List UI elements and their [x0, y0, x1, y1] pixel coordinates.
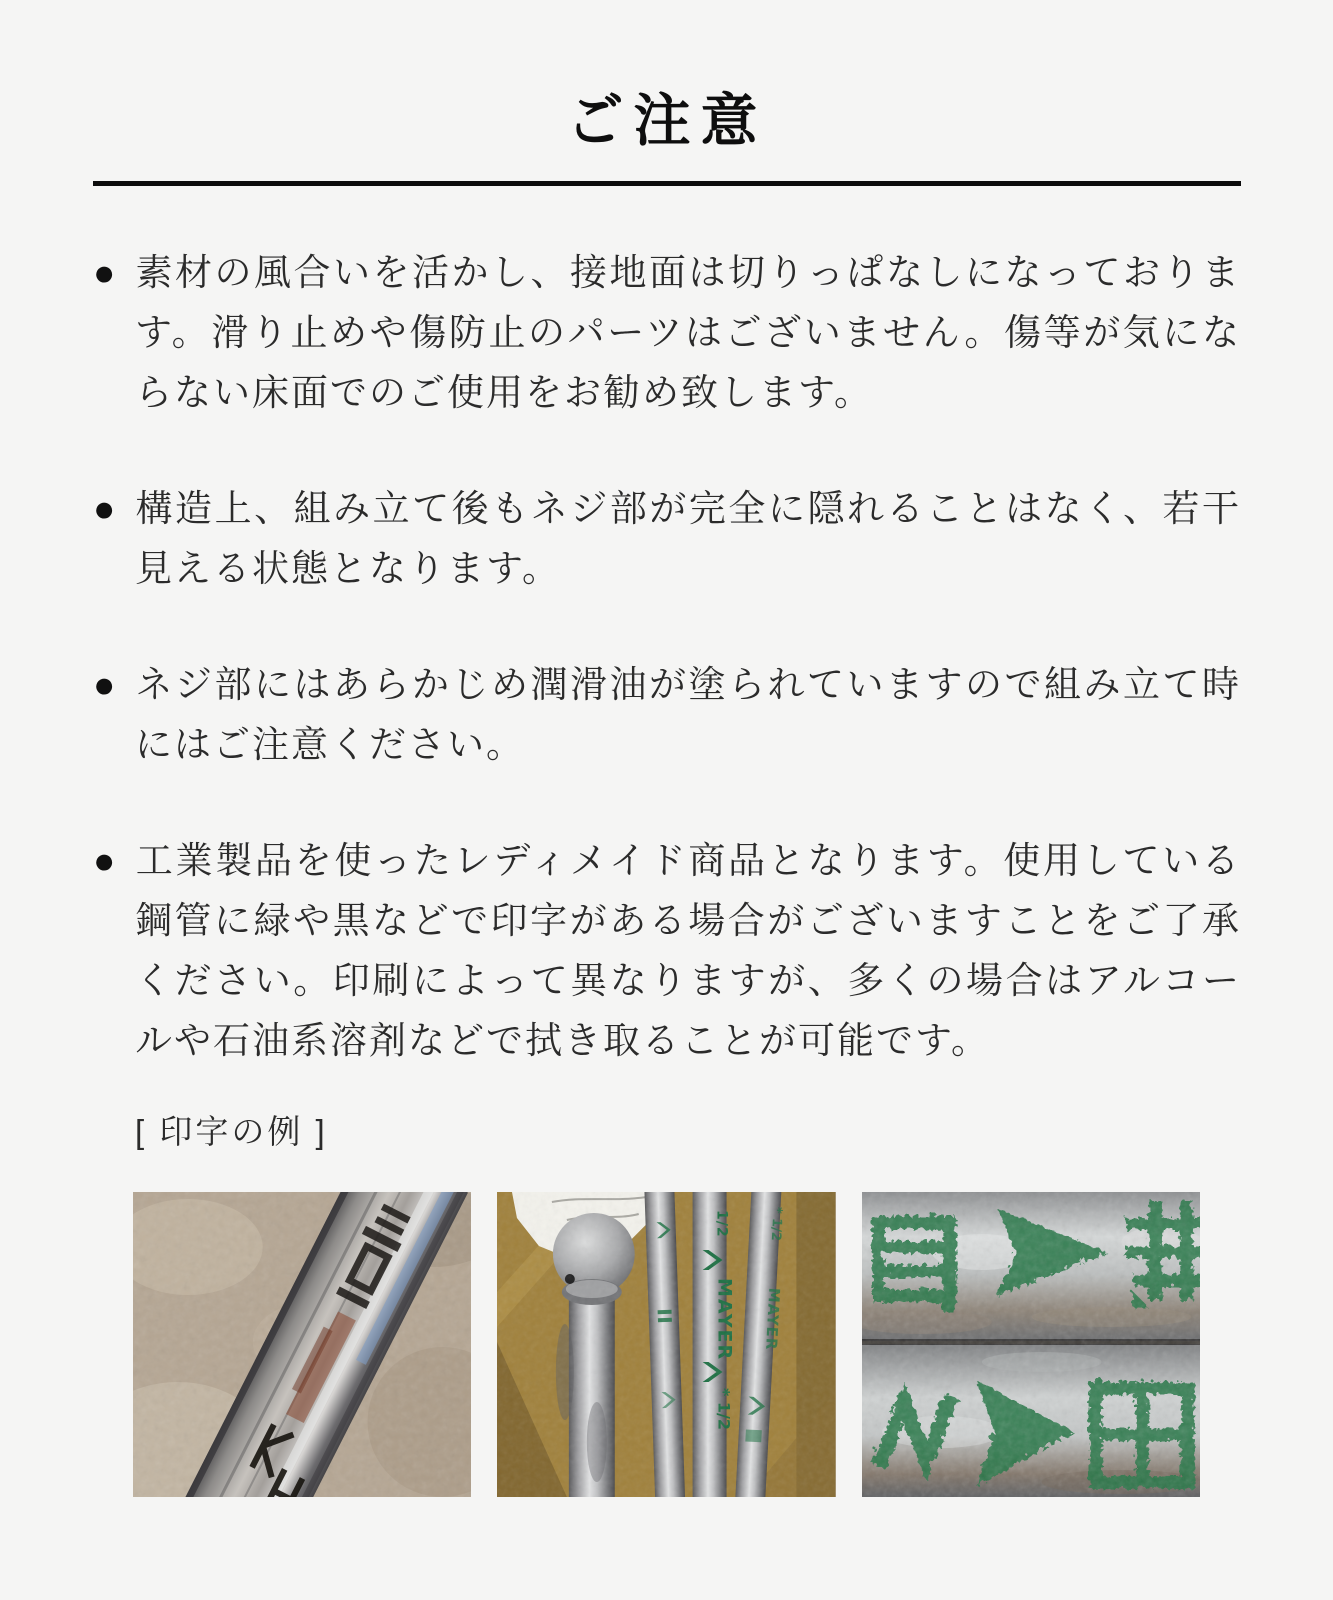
bullet-icon: ● — [93, 487, 118, 529]
svg-text:* 1/2: * 1/2 — [768, 1206, 785, 1242]
svg-text:* 1/2: * 1/2 — [714, 1387, 734, 1430]
bullet-icon: ● — [93, 251, 118, 293]
print-example-photo-1 — [133, 1192, 471, 1497]
notice-list — [93, 243, 1241, 1071]
title-divider — [93, 181, 1241, 186]
print-example-photo-3 — [862, 1192, 1200, 1497]
green-stencil-pipes-illustration — [862, 1192, 1200, 1497]
notice-item — [93, 479, 1241, 599]
pipe-on-carpet-illustration — [133, 1192, 471, 1497]
notice-item — [93, 831, 1241, 1071]
bullet-icon: ● — [93, 663, 118, 705]
print-example-caption: [ 印字の例 ] — [135, 1112, 328, 1150]
notice-text: ネジ部にはあらかじめ潤滑油が塗られていますので組み立て時にはご注意ください。 — [135, 663, 1241, 765]
notice-item — [93, 243, 1241, 423]
bullet-icon: ● — [93, 839, 118, 881]
pipes-in-box-illustration — [497, 1192, 835, 1497]
notice-item — [93, 655, 1241, 775]
svg-text:1/2: 1/2 — [713, 1209, 730, 1238]
page-title: ご注意 — [566, 89, 768, 153]
notice-text: 工業製品を使ったレディメイド商品となります。使用している鋼管に緑や黒などで印字がある場合がございますことをご了承ください。印刷によって異なりますが、多くの場合はアルコールや石油系溶剤などで拭き取ることが可能です。 — [135, 839, 1241, 1061]
svg-text:MAYER: MAYER — [713, 1277, 736, 1361]
print-example-photos — [133, 1192, 1200, 1497]
print-example-photo-2 — [497, 1192, 835, 1497]
notice-text: 素材の風合いを活かし、接地面は切りっぱなしになっております。滑り止めや傷防止のパーツはございません。傷等が気にならない床面でのご使用をお勧め致します。 — [135, 251, 1241, 413]
notice-text: 構造上、組み立て後もネジ部が完全に隠れることはなく、若干見える状態となります。 — [135, 487, 1241, 589]
svg-text:MAYER: MAYER — [762, 1287, 784, 1351]
